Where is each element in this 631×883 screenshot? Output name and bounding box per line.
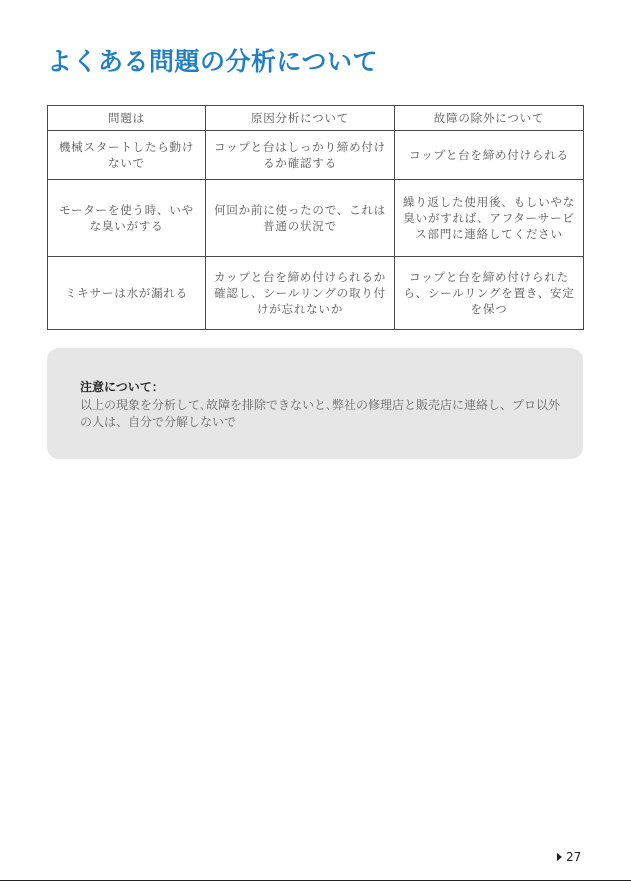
cause-cell: カップと台を締め付けられるか確認し、シールリングの取り付けが忘れないか — [206, 257, 395, 330]
cause-cell: コップと台はしっかり締め付けるか確認する — [206, 131, 395, 180]
page-number — [557, 850, 581, 864]
caution-note-box — [47, 348, 583, 459]
header-cause-analysis: 原因分析について — [206, 106, 395, 131]
troubleshooting-table — [47, 105, 584, 330]
page-number-label: 27 — [566, 850, 582, 864]
header-problem: 問題は — [48, 106, 206, 131]
solution-cell: コップと台を締め付けられる — [395, 131, 584, 180]
cause-cell: 何回か前に使ったので、これは普通の状況で — [206, 180, 395, 257]
problem-cell: ミキサーは水が漏れる — [48, 257, 206, 330]
table-row — [48, 257, 584, 330]
table-row — [48, 131, 584, 180]
header-troubleshooting: 故障の除外について — [395, 106, 584, 131]
triangle-right-icon — [557, 853, 562, 861]
table-row — [48, 180, 584, 257]
solution-cell: コップと台を締め付けられたら、シールリングを置き、安定を保つ — [395, 257, 584, 330]
caution-note-title: 注意について： — [80, 380, 164, 394]
caution-note-body: 以上の現象を分析して､故障を排除できないと､弊社の修理店と販売店に連絡し、プロ以外の人は、自分で分解しないで — [80, 398, 561, 429]
problem-cell: モーターを使う時、いやな臭いがする — [48, 180, 206, 257]
problem-cell: 機械スタートしたら動けないで — [48, 131, 206, 180]
table-header-row — [48, 106, 584, 131]
bottom-divider — [0, 880, 631, 881]
solution-cell: 繰り返した使用後、もしいやな臭いがすれば、アフターサービス部門に連絡してください — [395, 180, 584, 257]
page-title: よくある問題の分析について — [47, 47, 379, 76]
